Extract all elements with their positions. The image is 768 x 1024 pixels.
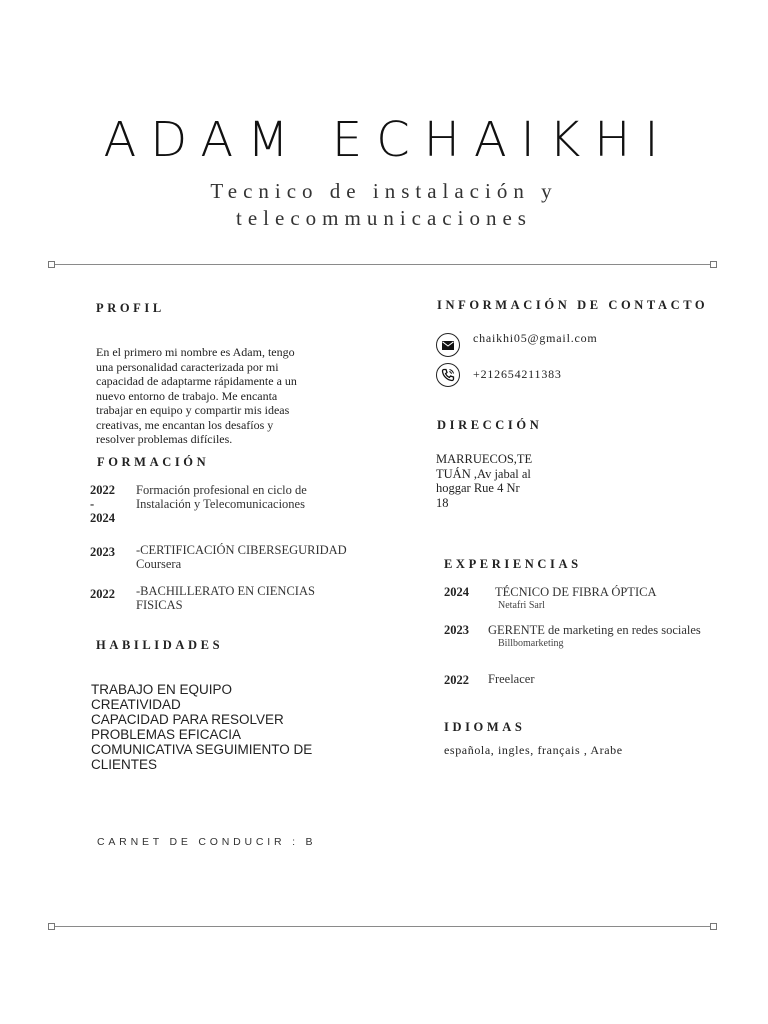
job-title <box>0 178 768 232</box>
direccion-heading: DIRECCIÓN <box>437 418 543 432</box>
experiencia-1-year: 2024 <box>444 585 469 599</box>
contacto-heading: INFORMACIÓN DE CONTACTO <box>437 298 709 312</box>
formacion-item-2-desc <box>136 543 347 571</box>
contact-email[interactable]: chaikhi05@gmail.com <box>473 331 598 345</box>
driving-license: CARNET DE CONDUCIR : B <box>97 836 317 848</box>
formacion-year: - <box>90 497 95 511</box>
profil-text <box>96 345 396 447</box>
experiencia-3-title: Freelacer <box>488 672 535 686</box>
direccion-line: 18 <box>436 495 449 510</box>
top-divider <box>52 264 714 265</box>
formacion-line: -CERTIFICACIÓN CIBERSEGURIDAD <box>136 543 347 557</box>
formacion-line: FISICAS <box>136 598 183 612</box>
candidate-name: ADAM ECHAIKHI <box>103 112 673 168</box>
skill-line: TRABAJO EN EQUIPO <box>91 682 233 697</box>
idiomas-heading: IDIOMAS <box>444 720 526 734</box>
formacion-heading: FORMACIÓN <box>97 455 210 469</box>
direccion-line: TUÁN ,Av jabal al <box>436 466 531 481</box>
bottom-divider <box>52 926 714 927</box>
contact-phone[interactable]: +212654211383 <box>473 367 562 381</box>
top-divider-cap-right <box>710 261 717 268</box>
envelope-icon <box>436 333 460 357</box>
habilidades-heading: HABILIDADES <box>96 638 224 652</box>
experiencia-1-title: TÉCNICO DE FIBRA ÓPTICA <box>495 585 657 599</box>
skill-line: CLIENTES <box>91 757 158 772</box>
profil-heading: PROFIL <box>96 301 165 315</box>
experiencia-2-year: 2023 <box>444 623 469 637</box>
formacion-line: Formación profesional en ciclo de <box>136 483 307 497</box>
experiencia-2-company: Billbomarketing <box>498 638 564 649</box>
experiencia-1-company: Netafri Sarl <box>498 600 545 611</box>
formacion-line: Instalación y Telecomunicaciones <box>136 497 305 511</box>
skill-line: PROBLEMAS EFICACIA <box>91 727 242 742</box>
direccion-line: hoggar Rue 4 Nr <box>436 481 520 495</box>
profil-line: nuevo entorno de trabajo. Me encanta <box>96 388 278 403</box>
idiomas-text: española, ingles, français , Arabe <box>444 743 623 757</box>
experiencias-heading: EXPERIENCIAS <box>444 557 582 571</box>
bottom-divider-cap-left <box>48 923 55 930</box>
experiencia-3-year: 2022 <box>444 673 469 687</box>
formacion-year: 2024 <box>90 511 115 525</box>
formacion-year: 2022 <box>90 483 115 497</box>
profil-line: trabajar en equipo y compartir mis ideas <box>96 403 290 417</box>
skill-line: COMUNICATIVA SEGUIMIENTO DE <box>91 742 313 757</box>
skill-line: CREATIVIDAD <box>91 697 181 712</box>
profil-line: capacidad de adaptarme rápidamente a un <box>96 374 297 388</box>
formacion-item-3-desc <box>136 584 315 612</box>
profil-line: una personalidad caracterizada por mi <box>96 359 279 374</box>
profil-line: creativas, me encantan los desafíos y <box>96 417 274 432</box>
formacion-item-1-desc <box>136 483 307 511</box>
bottom-divider-cap-right <box>710 923 717 930</box>
formacion-item-1-year <box>90 483 115 525</box>
experiencia-2-title: GERENTE de marketing en redes sociales <box>488 623 701 637</box>
direccion-line: MARRUECOS,TE <box>436 452 533 466</box>
formacion-item-3-year: 2022 <box>90 587 115 601</box>
profil-line: En el primero mi nombre es Adam, tengo <box>96 345 295 359</box>
direccion-text <box>436 452 532 510</box>
profil-line: resolver problemas difíciles. <box>96 432 233 446</box>
skill-line: CAPACIDAD PARA RESOLVER <box>91 712 284 727</box>
phone-icon <box>436 363 460 387</box>
job-title-line-2: telecommunicaciones <box>236 206 532 230</box>
formacion-line: -BACHILLERATO EN CIENCIAS <box>136 584 315 598</box>
top-divider-cap-left <box>48 261 55 268</box>
formacion-line: Coursera <box>136 557 182 571</box>
formacion-item-2-year: 2023 <box>90 545 115 559</box>
habilidades-list <box>91 682 312 772</box>
job-title-line-1: Tecnico de instalación y <box>210 179 558 203</box>
